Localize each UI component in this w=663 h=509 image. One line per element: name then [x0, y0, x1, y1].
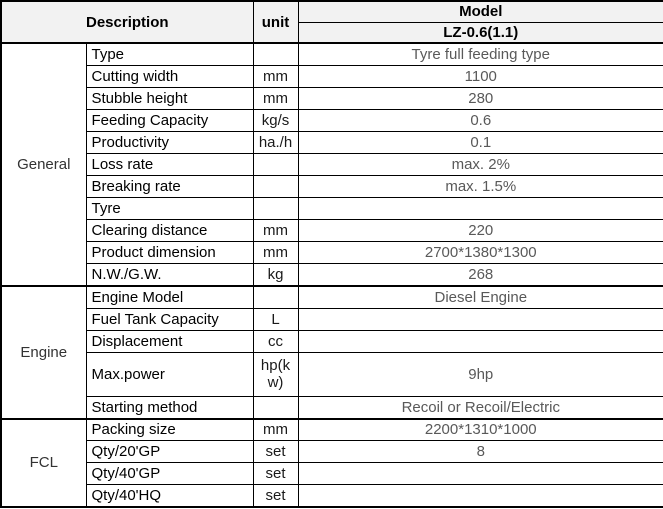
- table-row: [1, 352, 663, 396]
- row-label: Displacement: [86, 330, 253, 352]
- row-unit: mm: [253, 419, 298, 441]
- table-row: [1, 264, 663, 286]
- row-value: 0.1: [298, 131, 663, 153]
- table-row: [1, 131, 663, 153]
- row-unit: set: [253, 463, 298, 485]
- row-label: Loss rate: [86, 154, 253, 176]
- row-value: 268: [298, 264, 663, 286]
- table-row: [1, 463, 663, 485]
- row-label: Cutting width: [86, 65, 253, 87]
- row-label: Breaking rate: [86, 176, 253, 198]
- row-unit: mm: [253, 65, 298, 87]
- table-row: [1, 286, 663, 308]
- row-unit: [253, 154, 298, 176]
- row-label: Fuel Tank Capacity: [86, 308, 253, 330]
- section-label-general: General: [1, 43, 86, 286]
- header-row-1: [1, 1, 663, 22]
- row-value: Diesel Engine: [298, 286, 663, 308]
- row-unit: ha./h: [253, 131, 298, 153]
- row-label: Max.power: [86, 352, 253, 396]
- row-unit: set: [253, 441, 298, 463]
- row-value: max. 1.5%: [298, 176, 663, 198]
- table-row: [1, 176, 663, 198]
- row-label: Feeding Capacity: [86, 109, 253, 131]
- table-row: [1, 242, 663, 264]
- row-label: Product dimension: [86, 242, 253, 264]
- header-unit: unit: [253, 1, 298, 43]
- table-row: [1, 485, 663, 507]
- row-unit: hp(kw): [253, 352, 298, 396]
- table-row: [1, 396, 663, 418]
- table-row: [1, 43, 663, 65]
- row-unit: [253, 286, 298, 308]
- row-value: 2700*1380*1300: [298, 242, 663, 264]
- row-unit: mm: [253, 87, 298, 109]
- row-label: N.W./G.W.: [86, 264, 253, 286]
- row-unit: mm: [253, 220, 298, 242]
- row-value: 1100: [298, 65, 663, 87]
- table-row: [1, 220, 663, 242]
- table-row: [1, 154, 663, 176]
- row-value: 2200*1310*1000: [298, 419, 663, 441]
- row-label: Qty/40'GP: [86, 463, 253, 485]
- row-unit: kg: [253, 264, 298, 286]
- row-value: Recoil or Recoil/Electric: [298, 396, 663, 418]
- table-row: [1, 330, 663, 352]
- row-value: 0.6: [298, 109, 663, 131]
- header-model: Model: [298, 1, 663, 22]
- row-unit: [253, 43, 298, 65]
- row-value: 8: [298, 441, 663, 463]
- table-row: [1, 308, 663, 330]
- table-row: [1, 87, 663, 109]
- table-row: [1, 441, 663, 463]
- row-label: Qty/20'GP: [86, 441, 253, 463]
- header-model-value: LZ-0.6(1.1): [298, 22, 663, 43]
- row-label: Stubble height: [86, 87, 253, 109]
- table-row: [1, 109, 663, 131]
- row-label: Tyre: [86, 198, 253, 220]
- row-unit: [253, 198, 298, 220]
- row-value: max. 2%: [298, 154, 663, 176]
- row-label: Clearing distance: [86, 220, 253, 242]
- row-label: Engine Model: [86, 286, 253, 308]
- header-description: Description: [1, 1, 253, 43]
- row-label: Type: [86, 43, 253, 65]
- table-row: [1, 419, 663, 441]
- section-label-fcl: FCL: [1, 419, 86, 508]
- section-label-engine: Engine: [1, 286, 86, 418]
- row-label: Qty/40'HQ: [86, 485, 253, 507]
- row-unit: L: [253, 308, 298, 330]
- row-value: [298, 463, 663, 485]
- row-unit: kg/s: [253, 109, 298, 131]
- row-unit: [253, 396, 298, 418]
- row-value: 280: [298, 87, 663, 109]
- table-row: [1, 198, 663, 220]
- table-row: [1, 65, 663, 87]
- row-label: Starting method: [86, 396, 253, 418]
- row-unit: mm: [253, 242, 298, 264]
- row-value: [298, 308, 663, 330]
- row-value: [298, 330, 663, 352]
- row-label: Packing size: [86, 419, 253, 441]
- row-label: Productivity: [86, 131, 253, 153]
- row-value: [298, 198, 663, 220]
- row-value: 9hp: [298, 352, 663, 396]
- row-value: [298, 485, 663, 507]
- row-unit: [253, 176, 298, 198]
- row-value: 220: [298, 220, 663, 242]
- row-unit: set: [253, 485, 298, 507]
- row-unit: cc: [253, 330, 298, 352]
- row-value: Tyre full feeding type: [298, 43, 663, 65]
